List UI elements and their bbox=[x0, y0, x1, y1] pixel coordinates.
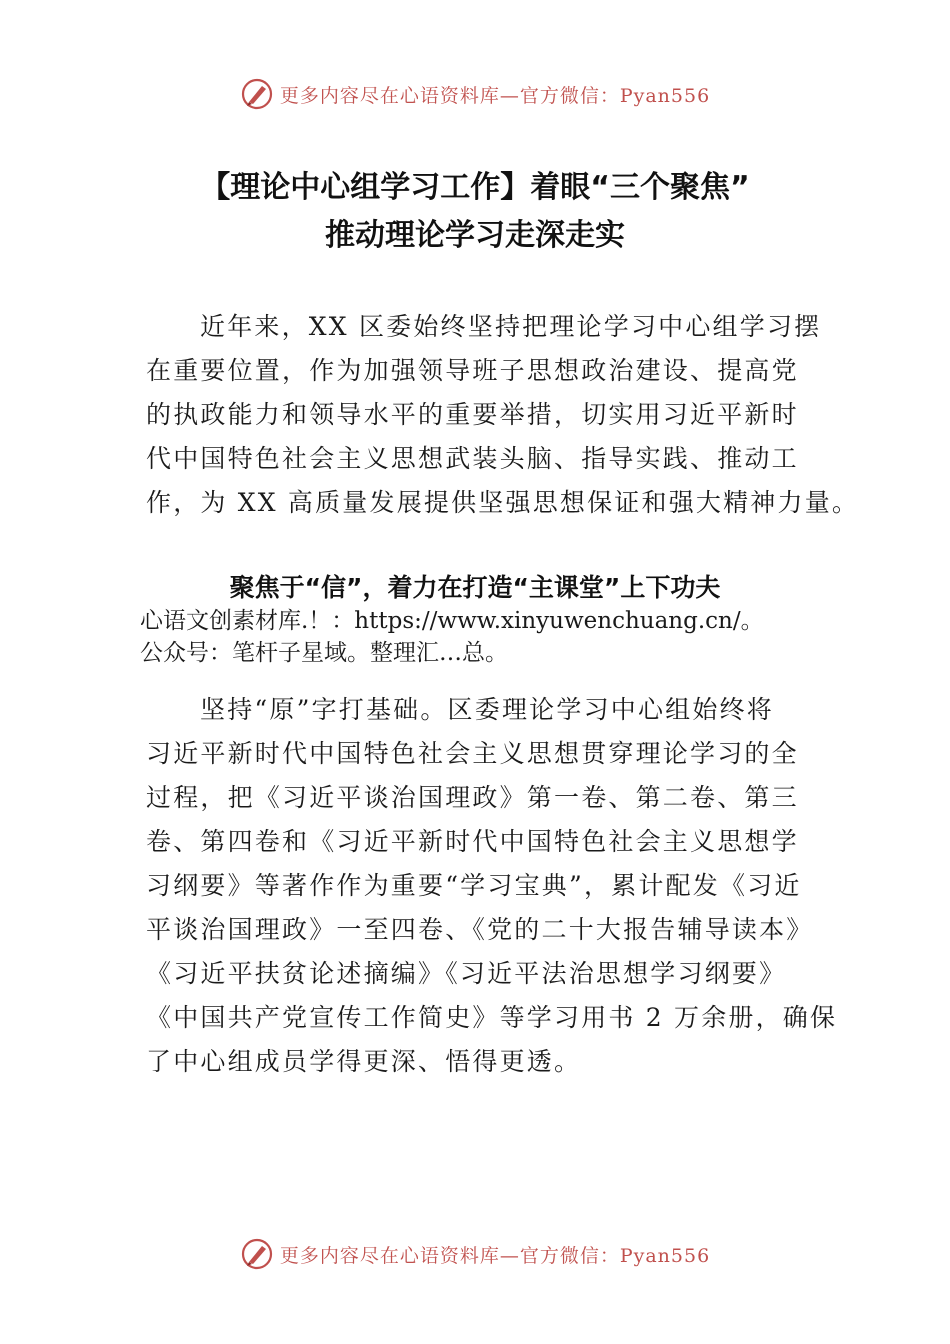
watermark-text: 更多内容尽在心语资料库—官方微信：Pyan556 bbox=[279, 1244, 711, 1267]
paragraph-line: 《习近平扶贫论述摘编》《习近平法治思想学习纲要》 bbox=[146, 959, 787, 988]
paragraph-line: 代中国特色社会主义思想武装头脑、指导实践、推动工 bbox=[146, 444, 799, 473]
pen-nib-logo-icon bbox=[240, 77, 274, 111]
paragraph-line: 习纲要》等著作作为重要“学习宝典”，累计配发《习近 bbox=[146, 871, 802, 900]
paragraph-line: 过程，把《习近平谈治国理政》第一卷、第二卷、第三 bbox=[146, 783, 799, 812]
header-watermark bbox=[0, 72, 950, 116]
footer-watermark bbox=[0, 1232, 950, 1276]
source-note-line: 公众号：笔杆子星域。整理汇…总。 bbox=[140, 640, 508, 666]
paragraph-line: 卷、第四卷和《习近平新时代中国特色社会主义思想学 bbox=[146, 827, 799, 856]
paragraph-line: 作，为 XX 高质量发展提供坚强思想保证和强大精神力量。 bbox=[146, 488, 860, 517]
body-paragraph bbox=[146, 688, 838, 1084]
paragraph-line: 习近平新时代中国特色社会主义思想贯穿理论学习的全 bbox=[146, 739, 799, 768]
paragraph-line: 在重要位置，作为加强领导班子思想政治建设、提高党 bbox=[146, 356, 799, 385]
document-title-line-2: 推动理论学习走深走实 bbox=[325, 218, 625, 253]
paragraph-line: 了中心组成员学得更深、悟得更透。 bbox=[146, 1047, 582, 1076]
section-heading: 聚焦于“信”，着力在打造“主课堂”上下功夫 bbox=[229, 573, 721, 602]
paragraph-line: 近年来，XX 区委始终坚持把理论学习中心组学习摆 bbox=[200, 312, 822, 341]
document-title-line-1: 【理论中心组学习工作】着眼“三个聚焦” bbox=[200, 170, 750, 205]
pen-nib-logo-icon bbox=[240, 1237, 274, 1271]
paragraph-line: 的执政能力和领导水平的重要举措，切实用习近平新时 bbox=[146, 400, 799, 429]
source-note-line: 心语文创素材库.！：https://www.xinyuwenchuang.cn/。 bbox=[140, 608, 764, 634]
watermark-text: 更多内容尽在心语资料库—官方微信：Pyan556 bbox=[279, 84, 711, 107]
paragraph-line: 《中国共产党宣传工作简史》等学习用书 2 万余册，确保 bbox=[146, 1003, 838, 1032]
paragraph-line: 坚持“原”字打基础。区委理论学习中心组始终将 bbox=[200, 695, 774, 724]
paragraph-line: 平谈治国理政》一至四卷、《党的二十大报告辅导读本》 bbox=[146, 915, 814, 944]
intro-paragraph bbox=[146, 305, 860, 525]
